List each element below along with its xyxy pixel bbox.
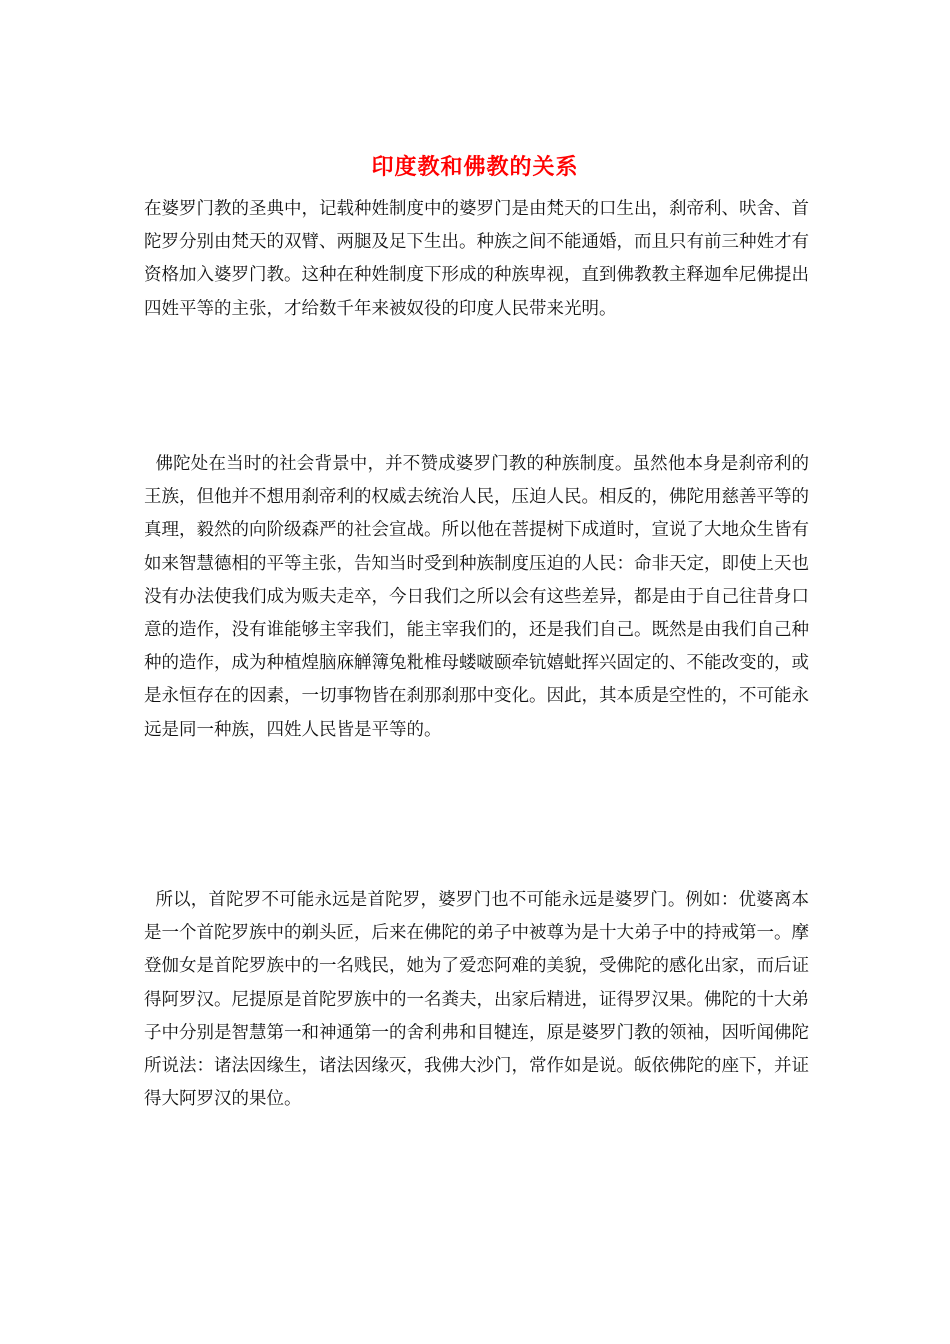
- document-title: 印度教和佛教的关系: [371, 154, 579, 180]
- paragraph-2: 佛陀处在当时的社会背景中，并不赞成婆罗门教的种族制度。虽然他本身是刹帝利的王族，但他并不想用刹帝利的权威去统治人民，压迫人民。相反的，佛陀用慈善平等的真理，毅然的向阶级森严的社会宣战。所以他在菩提树下成道时，宣说了大地众生皆有如来智慧德相的平等主张，告知当时受到种族制度压迫的人民：命非天定，即使上天也没有办法使我们成为贩夫走卒，今日我们之所以会有这些差异，都是由于自己往昔身口意的造作，没有谁能够主宰我们，能主宰我们的，还是我们自己。既然是由我们自己种种的造作，成为种植煌脑庥觯簿兔粃椎母蝼啵颐牵钪嬉蚍挥兴固定的、不能改变的，或是永恒存在的因素，一切事物皆在刹那刹那中变化。因此，其本质是空性的，不可能永远是同一种族，四姓人民皆是平等的。: [144, 454, 809, 740]
- paragraph-3: 所以，首陀罗不可能永远是首陀罗，婆罗门也不可能永远是婆罗门。例如：优婆离本是一个首陀罗族中的剃头匠，后来在佛陀的弟子中被尊为是十大弟子中的持戒第一。摩登伽女是首陀罗族中的一名贱民，她为了爱恋阿难的美貌，受佛陀的感化出家，而后证得阿罗汉。尼提原是首陀罗族中的一名粪夫，出家后精进，证得罗汉果。佛陀的十大弟子中分别是智慧第一和神通第一的舍利弗和目犍连，原是婆罗门教的领袖，因听闻佛陀所说法：诸法因缘生，诸法因缘灭，我佛大沙门，常作如是说。皈依佛陀的座下，并证得大阿罗汉的果位。: [144, 890, 809, 1110]
- paragraph-1: 在婆罗门教的圣典中，记载种姓制度中的婆罗门是由梵天的口生出，刹帝利、吠舍、首陀罗分别由梵天的双臂、两腿及足下生出。种族之间不能通婚，而且只有前三种姓才有资格加入婆罗门教。这种在种姓制度下形成的种族卑视，直到佛教教主释迦牟尼佛提出四姓平等的主张，才给数千年来被奴役的印度人民带来光明。: [144, 199, 809, 319]
